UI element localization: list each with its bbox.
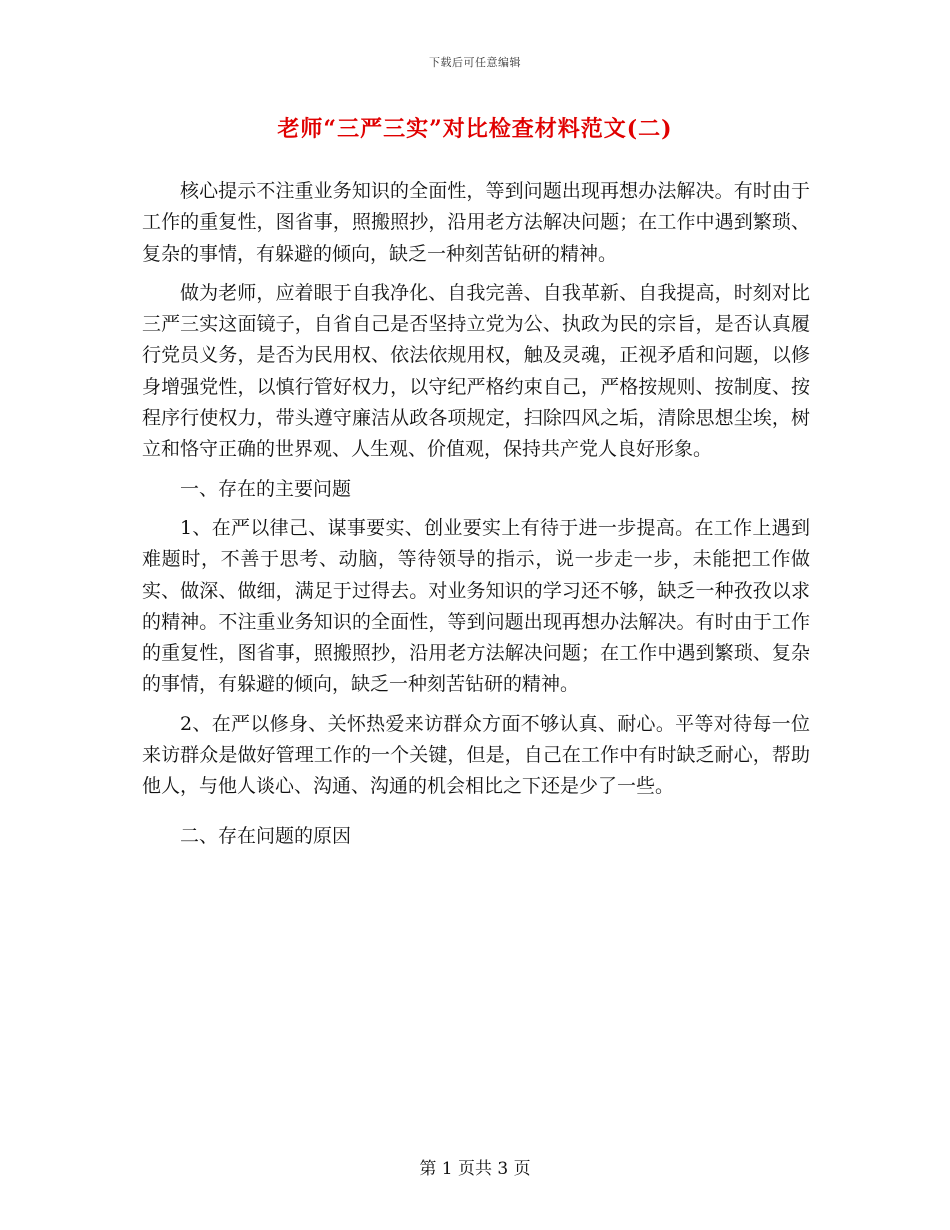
paragraph-problem-2: 2、在严以修身、关怀热爱来访群众方面不够认真、耐心。平等对待每一位来访群众是做好管理工作的一个关键，但是，自己在工作中有时缺乏耐心，帮助他人，与他人谈心、沟通、沟通的机会相比之下还是少了一些。 [142,712,810,798]
page-number: 第 1 页共 3 页 [419,1159,531,1179]
section-heading-problems: 一、存在的主要问题 [180,477,352,500]
paragraph-problem-1: 1、在严以律己、谋事要实、创业要实上有待于进一步提高。在工作上遇到难题时，不善于思考、动脑，等待领导的指示，说一步走一步，未能把工作做实、做深、做细，满足于过得去。对业务知识的学习还不够，缺乏一种孜孜以求的精神。不注重业务知识的全面性，等到问题出现再想办法解决。有时由于工作的重复性，图省事，照搬照抄，沿用老方法解决问题；在工作中遇到繁琐、复杂的事情，有躲避的倾向，缺乏一种刻苦钻研的精神。 [142,516,810,696]
paragraph-summary: 核心提示不注重业务知识的全面性，等到问题出现再想办法解决。有时由于工作的重复性，图省事，照搬照抄，沿用老方法解决问题；在工作中遇到繁琐、复杂的事情，有躲避的倾向，缺乏一种刻苦钻研的精神。 [142,180,810,265]
document-title: 老师“三严三实”对比检查材料范文(二) [277,116,673,142]
paragraph-intro: 做为老师，应着眼于自我净化、自我完善、自我革新、自我提高，时刻对比三严三实这面镜子，自省自己是否坚持立党为公、执政为民的宗旨，是否认真履行党员义务，是否为民用权、依法依规用权，触及灵魂，正视矛盾和问题，以修身增强党性，以慎行管好权力，以守纪严格约束自己，严格按规则、按制度、按程序行使权力，带头遵守廉洁从政各项规定，扫除四风之垢，清除思想尘埃，树立和恪守正确的世界观、人生观、价值观，保持共产党人良好形象。 [142,281,810,461]
document-body [142,176,810,852]
header-note: 下载后可任意编辑 [429,56,521,69]
section-heading-causes: 二、存在问题的原因 [180,824,352,847]
